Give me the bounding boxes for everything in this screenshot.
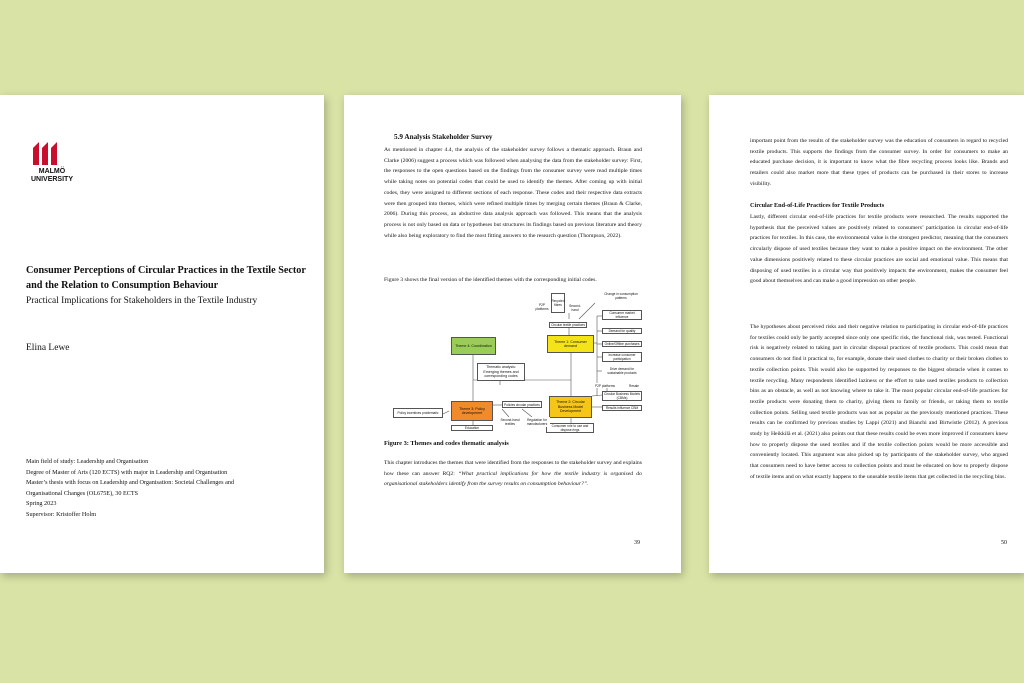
info-line: Organisational Changes (OL675E), 30 ECTS: [26, 489, 139, 497]
code-box: Recycled fibres: [551, 293, 565, 313]
info-line: Degree of Master of Arts (120 ECTS) with major in Leadership and Organisation: [26, 468, 228, 476]
code-label: Second-hand textiles: [500, 418, 520, 426]
code-box: Online/Offline purchases: [602, 341, 642, 347]
paragraph: As mentioned in chapter 4.4, the analysis of the stakeholder survey follows a thematic approach. Braun and Clarke (2006) suggest a process which was followed when analysing the data from the stakeholder survey: First, the responses to the open questions based on the findings from the consumer survey were read multiple times while taking notes on potential codes that could be used to identify the themes. After coming up with initial codes, they were assigned to different sections of each response. These codes and their respective data extracts were then grouped into themes, which were refined multiple times by merging certain themes (Braun & Clarke, 2006). During this process, an abductive data analysis approach was followed. This means that the analysis process is not only based on data or hypotheses but structures its findings based on previous literature and theory while also being exploratory to find the most fitting answers to the research question (Thompson, 2022).: [384, 147, 642, 239]
info-line: Spring 2023: [26, 500, 57, 507]
code-label: Second-hand: [567, 303, 583, 313]
thesis-title: Consumer Perceptions of Circular Practices in the Textile Sector and the Relation to Consumption Behaviour: [26, 265, 306, 291]
code-label: Drive demand for sustainable products: [602, 366, 642, 376]
paragraph-end: .: [587, 481, 589, 488]
code-box: Circular Business Models (CBMs): [602, 391, 642, 401]
code-box: Policies circular practices: [502, 401, 542, 408]
theme-1-box: Theme 1: Consumer demand: [547, 335, 594, 353]
code-label: P2P platforms: [595, 383, 615, 388]
code-box: Increase consumer participation: [602, 352, 642, 362]
page-number: 39: [634, 540, 640, 546]
info-line: Main field of study: Leadership and Organisation: [26, 458, 149, 465]
research-question-quote: “What practical implications for how the textile industry is organised do organisational stakeholders identify from the survey results on consumption behaviour?”: [384, 470, 642, 488]
thesis-subtitle: Practical Implications for Stakeholders in the Textile Industry: [26, 296, 258, 306]
paragraph: The hypotheses about perceived risks and their negative relation to participating in circular end-of-life practices for textiles could only be partly accepted since only one specific risk, the functional risk, was tested. Functional risk is negatively related to taking part in circular disposal practices of textile products. This could mean that consumers do not find it practical to, for example, donate their used clothes to charity or their broken clothes to textile collection points. This would also be supported by responses to the biggest obstacle when it comes to textile recycling. Many respondents identified laziness or the effort to take used textiles products to collection bins as an obstacle, as well as not knowing where to take it. The most popular circular end-of-life practices for textile products were donating them to charity, giving them to family or friends, or taking them to textile collection points. Selling used textile products was not as popular as the previously mentioned practices. These results can be confirmed by previous studies by Lappi (2021) and Bianchi and Birtwistle (2012). A previous study by Heikkilä et al. (2021) also points out that these results could be even more improved if consumers knew how to properly dispose the used textiles and if the textile collection points would be more accessible and conveniently located. This argument was also picked up by participants of the stakeholder survey, who argued that consumers need to have better access to collection points and must be educated on how to properly dispose of textile items and on what exactly happens to the unusable textile items that get collected in the recycling bins.: [750, 324, 1008, 480]
paragraph: important point from the results of the stakeholder survey was the education of consumers in regard to recycled textile products. This supports the findings from the consumer survey. In order for consumers to make an educated purchase decision, it is important to know what the fibre recycling process looks like. Brands and retailers could also market more that these types of products can be purchased in their stores to increase visibility.: [750, 138, 1008, 187]
page-39: [344, 95, 681, 573]
paragraph: [384, 458, 642, 490]
thesis-info: [26, 457, 308, 520]
university-name: MALMÖ UNIVERSITY: [30, 168, 73, 183]
theme-2-box: Theme 2: Circular Business Model Development: [549, 396, 592, 418]
code-box: Policy incentives problematic: [393, 408, 443, 418]
code-box: Demand for quality: [602, 328, 642, 334]
malmo-university-logo-icon: [30, 139, 64, 167]
theme-4-box: Theme 4: Coordination: [451, 337, 496, 355]
info-line: Master’s thesis with focus on Leadership and Organisation: Societal Challenges and: [26, 479, 235, 486]
code-label: Change in consumption patterns: [602, 291, 640, 301]
info-line: Supervisor: Kristoffer Holm: [26, 510, 97, 518]
code-label: Regulation for manufacturers: [524, 417, 550, 427]
paragraph: Lastly, different circular end-of-life practices for textile products were researched. The results supported the hypothesis that the perceived values are positively related to consumers’ participation in circular end-of-life practices for textiles. In this case, the environmental value is the strongest predictor, meaning that the consumers circularly dispose of used textiles because they want to make a positive impact on the environment. The other value dimensions positively related to these circular practices are social and emotional value. This means that disposing of used textiles in a circular way that positively impacts the environment, makes the consumer feel good about themselves and can make a good impression on other people.: [750, 214, 1008, 285]
code-box: Results influence CBM: [602, 405, 642, 411]
page-number: 50: [1001, 540, 1007, 546]
code-label: Resale: [627, 383, 641, 388]
paragraph-text: This chapter introduces the themes that were identified from the responses to the stakeholder survey and explains how these can answer RQ2:: [384, 460, 642, 477]
section-heading: Circular End-of-Life Practices for Textile Products: [750, 202, 885, 209]
code-box: Consumer role to use and dispose rings: [546, 423, 594, 433]
title-page: [0, 95, 324, 573]
code-label: P2P platforms: [533, 303, 551, 311]
section-heading: 5.9 Analysis Stakeholder Survey: [394, 133, 493, 141]
themes-diagram: [369, 291, 654, 441]
code-box: Consumer market influence: [602, 310, 642, 320]
code-box: Education: [451, 425, 493, 431]
paragraph: Figure 3 shows the final version of the identified themes with the corresponding initial codes.: [384, 277, 597, 283]
page-50: [709, 95, 1024, 573]
author-name: Elina Lewe: [26, 343, 70, 353]
code-box: Circular textile practices: [549, 322, 587, 328]
theme-3-box: Theme 3: Policy development: [451, 401, 493, 421]
thematic-analysis-box: Thematic analysis: Emerging themes and corresponding codes: [477, 363, 525, 381]
figure-caption: Figure 3: Themes and codes thematic analysis: [384, 440, 509, 447]
